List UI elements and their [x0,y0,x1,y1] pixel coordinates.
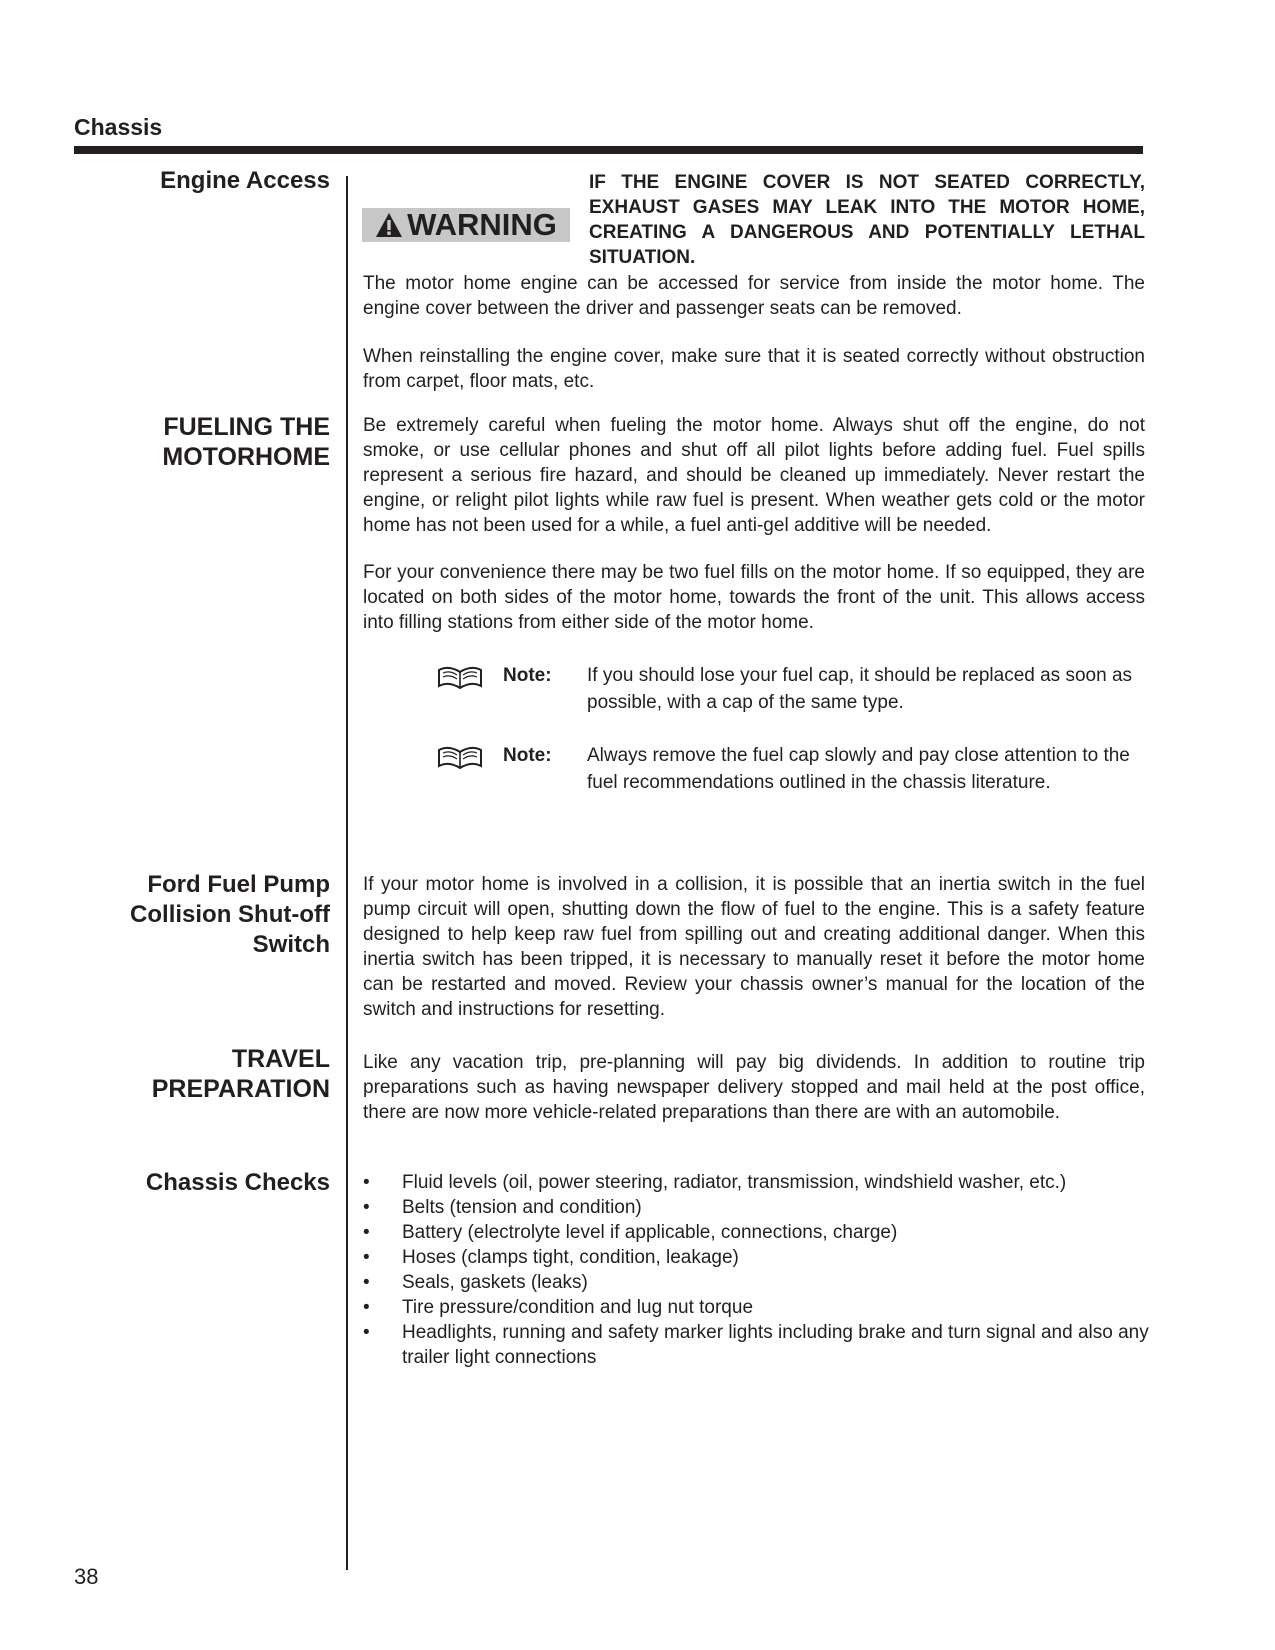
heading-chassis-checks: Chassis Checks [145,1169,330,1196]
heading-travel-preparation [74,1044,330,1104]
heading-ford-fuel-pump [74,870,330,960]
warning-label: WARNING [407,207,557,242]
list-item-text: Headlights, running and safety marker lights including brake and turn signal and also any trailer light connections [402,1322,1149,1368]
list-item [363,1295,1153,1320]
list-item [363,1195,1153,1220]
heading-fueling [74,412,330,472]
chapter-title: Chassis [74,114,163,140]
engine-access-paragraph-2: When reinstalling the engine cover, make sure that it is seated correctly without obstruction from carpet, floor mats, etc. [363,346,1145,392]
list-item [363,1170,1153,1195]
note-text: If you should lose your fuel cap, it should be replaced as soon as possible, with a cap of the same type. [587,665,1133,713]
fueling-paragraph-2: For your convenience there may be two fuel fills on the motor home. If so equipped, they are located on both sides of the motor home, towards the front of the unit. This allows access into filling stations from either side of the motor home. [363,562,1145,633]
bullet-marker: • [363,1222,370,1243]
page-number: 38 [74,1564,99,1589]
bullet-marker: • [363,1322,370,1343]
heading-travel-preparation-line-2: PREPARATION [151,1075,330,1103]
engine-access-paragraph-1: The motor home engine can be accessed for service from inside the motor home. The engine cover between the driver and passenger seats can be removed. [363,273,1145,319]
chassis-checks-list [363,1170,1153,1370]
list-item-text: Hoses (clamps tight, condition, leakage) [402,1247,739,1268]
bullet-marker: • [363,1247,370,1268]
warning-badge [362,208,570,242]
heading-ford-fuel-pump-line-1: Ford Fuel Pump [147,871,330,898]
heading-fueling-line-2: MOTORHOME [162,443,330,471]
note-label: Note: [503,745,552,766]
list-item [363,1220,1153,1245]
note-label: Note: [503,665,552,686]
column-divider [346,176,348,1570]
heading-fueling-line-1: FUELING THE [163,413,330,441]
warning-triangle-icon [375,212,403,238]
bullet-marker: • [363,1172,370,1193]
warning-text: IF THE ENGINE COVER IS NOT SEATED CORRECTLY, EXHAUST GASES MAY LEAK INTO THE MOTOR HOME, CREATING A DANGEROUS AND POTENTIALLY LETHAL SITUATION. [589,172,1145,268]
list-item-text: Tire pressure/condition and lug nut torque [402,1297,754,1318]
bullet-marker: • [363,1197,370,1218]
list-item-text: Battery (electrolyte level if applicable, connections, charge) [402,1222,898,1243]
list-item [363,1245,1153,1270]
ford-fuel-pump-paragraph: If your motor home is involved in a collision, it is possible that an inertia switch in the fuel pump circuit will open, shutting down the flow of fuel to the engine. This is a safety feature designed to help keep raw fuel from spilling out and creating additional danger. When this inertia switch has been tripped, it is necessary to manually reset it before the motor home can be restarted and moved. Review your chassis owner’s manual for the location of the switch and instructions for resetting. [363,874,1145,1020]
heading-engine-access: Engine Access [160,167,330,194]
list-item-text: Belts (tension and condition) [402,1197,642,1218]
heading-ford-fuel-pump-line-2: Collision Shut-off [130,901,330,928]
book-icon [437,744,483,770]
fueling-paragraph-1: Be extremely careful when fueling the motor home. Always shut off the engine, do not smoke, or use cellular phones and shut off all pilot lights before adding fuel. Fuel spills represent a serious fire hazard, and should be cleaned up immediately. Never restart the engine, or relight pilot lights while raw fuel is present. When weather gets cold or the motor home has not been used for a while, a fuel anti-gel additive will be needed. [363,415,1145,536]
note-text: Always remove the fuel cap slowly and pay close attention to the fuel recommendations outlined in the chassis literature. [587,745,1130,793]
heading-ford-fuel-pump-line-3: Switch [252,931,330,958]
bullet-marker: • [363,1272,370,1293]
list-item-text: Seals, gaskets (leaks) [402,1272,588,1293]
list-item-text: Fluid levels (oil, power steering, radiator, transmission, windshield washer, etc.) [402,1172,1067,1193]
list-item [363,1320,1153,1370]
header-rule [74,146,1143,154]
bullet-marker: • [363,1297,370,1318]
list-item [363,1270,1153,1295]
heading-travel-preparation-line-1: TRAVEL [231,1045,330,1073]
book-icon [437,664,483,690]
travel-preparation-paragraph: Like any vacation trip, pre-planning will pay big dividends. In addition to routine trip preparations such as having newspaper delivery stopped and mail held at the post office, there are now more vehicle-related preparations than there are with an automobile. [363,1052,1145,1123]
